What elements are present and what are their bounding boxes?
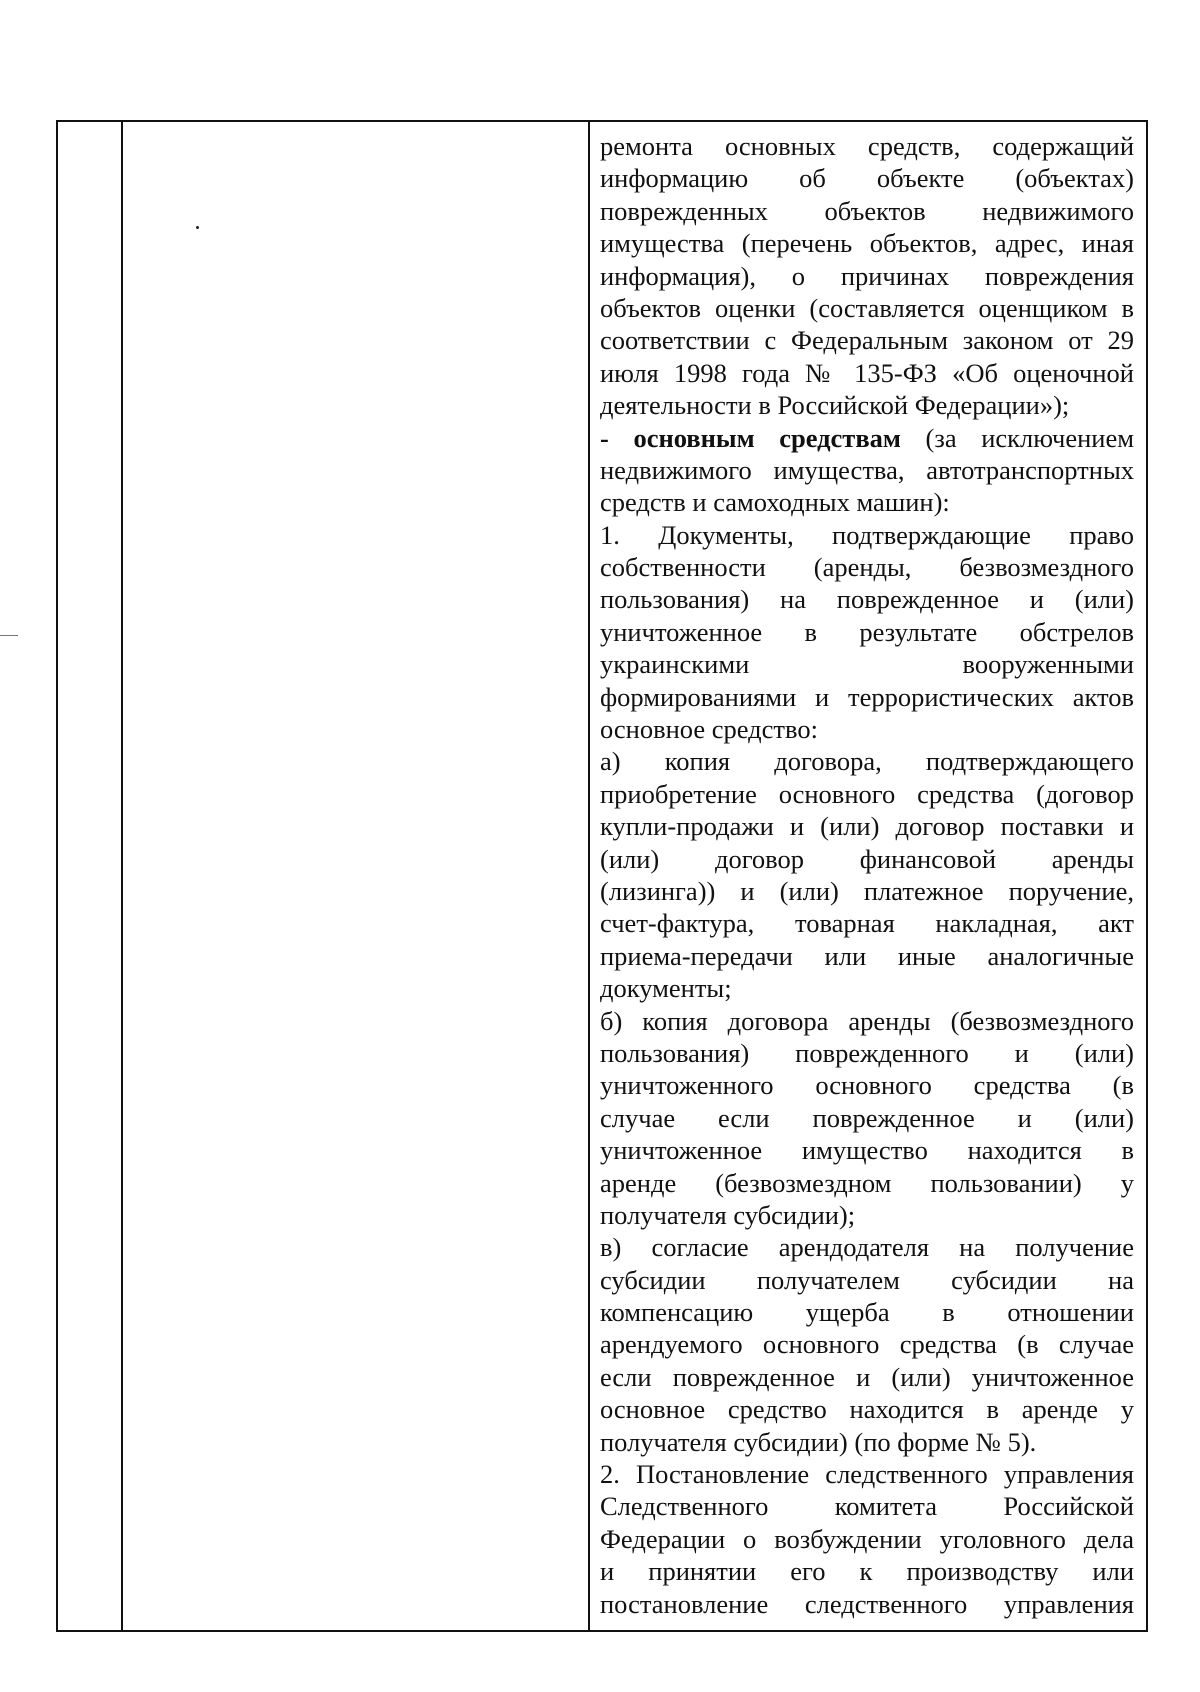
- text-line: объектов оценки (составляется оценщиком в: [600, 292, 1134, 323]
- margin-tick-mark: [0, 635, 18, 636]
- text-line: 2. Постановление следственного управления: [600, 1459, 1134, 1490]
- text-line: документы;: [600, 973, 732, 1004]
- text-line: а) копия договора, подтверждающего: [600, 746, 1134, 777]
- stray-dot-mark: [196, 226, 199, 229]
- text-line: основное средство находится в аренде у: [600, 1394, 1134, 1425]
- text-line: собственности (аренды, безвозмездного: [600, 552, 1134, 583]
- text-line: средств и самоходных машин):: [600, 487, 950, 518]
- text-line: компенсацию ущерба в отношении: [600, 1297, 1134, 1328]
- text-line: приобретение основного средства (договор: [600, 778, 1134, 809]
- text-line: постановление следственного управления: [600, 1588, 1134, 1619]
- text-line: уничтоженное в результате обстрелов: [600, 616, 1134, 647]
- text-fragment: (за исключением: [925, 422, 1135, 453]
- text-line: аренде (безвозмездном пользовании) у: [600, 1167, 1134, 1198]
- section-heading: основным средствам: [633, 422, 901, 453]
- text-line: пользования) на поврежденное и (или): [600, 584, 1134, 615]
- text-line: уничтоженное имущество находится в: [600, 1135, 1134, 1166]
- text-line: если поврежденное и (или) уничтоженное: [600, 1361, 1134, 1392]
- text-line: поврежденных объектов недвижимого: [600, 195, 1134, 226]
- requirements-text-cell: [600, 130, 1134, 1620]
- text-line: (лизинга)) и (или) платежное поручение,: [600, 875, 1134, 906]
- text-line: приема-передачи или иные аналогичные: [600, 940, 1134, 971]
- text-line: случае если поврежденное и (или): [600, 1102, 1134, 1133]
- text-line: информация), о причинах повреждения: [600, 260, 1134, 291]
- text-line: получателя субсидии) (по форме № 5).: [600, 1426, 1037, 1457]
- text-line: пользования) поврежденного и (или): [600, 1037, 1134, 1068]
- text-line: 1. Документы, подтверждающие право: [600, 519, 1134, 550]
- text-line: соответствии с Федеральным законом от 29: [600, 325, 1134, 356]
- text-line: уничтоженного основного средства (в: [600, 1070, 1134, 1101]
- text-line: купли-продажи и (или) договор поставки и: [600, 811, 1134, 842]
- text-line: счет-фактура, товарная накладная, акт: [600, 908, 1134, 939]
- text-line: Следственного комитета Российской: [600, 1491, 1134, 1522]
- text-line: формированиями и террористических актов: [600, 681, 1134, 712]
- text-line: имущества (перечень объектов, адрес, иная: [600, 228, 1134, 259]
- text-line: недвижимого имущества, автотранспортных: [600, 454, 1134, 485]
- text-line-heading: - основным средствам (за исключением: [600, 422, 1135, 453]
- text-line: и принятии его к производству или: [600, 1556, 1134, 1587]
- text-line: получателя субсидии);: [600, 1199, 856, 1230]
- text-line: в) согласие арендодателя на получение: [600, 1232, 1134, 1263]
- text-line: арендуемого основного средства (в случае: [600, 1329, 1134, 1360]
- text-line: субсидии получателем субсидии на: [600, 1264, 1134, 1295]
- column-divider-2: [588, 122, 590, 1630]
- text-line: ремонта основных средств, содержащий: [600, 131, 1134, 161]
- text-line: украинскими вооруженными: [600, 649, 1134, 680]
- text-line: (или) договор финансовой аренды: [600, 843, 1134, 874]
- text-line: основное средство:: [600, 714, 818, 745]
- text-line: Федерации о возбуждении уголовного дела: [600, 1523, 1134, 1554]
- text-line: июля 1998 года № 135-ФЗ «Об оценочной: [600, 357, 1134, 388]
- document-table: [56, 120, 1148, 1632]
- text-line: б) копия договора аренды (безвозмездного: [600, 1005, 1134, 1036]
- column-divider-1: [121, 122, 123, 1630]
- text-line: деятельности в Российской Федерации»);: [600, 390, 1070, 421]
- text-line: информацию об объекте (объектах): [600, 163, 1134, 194]
